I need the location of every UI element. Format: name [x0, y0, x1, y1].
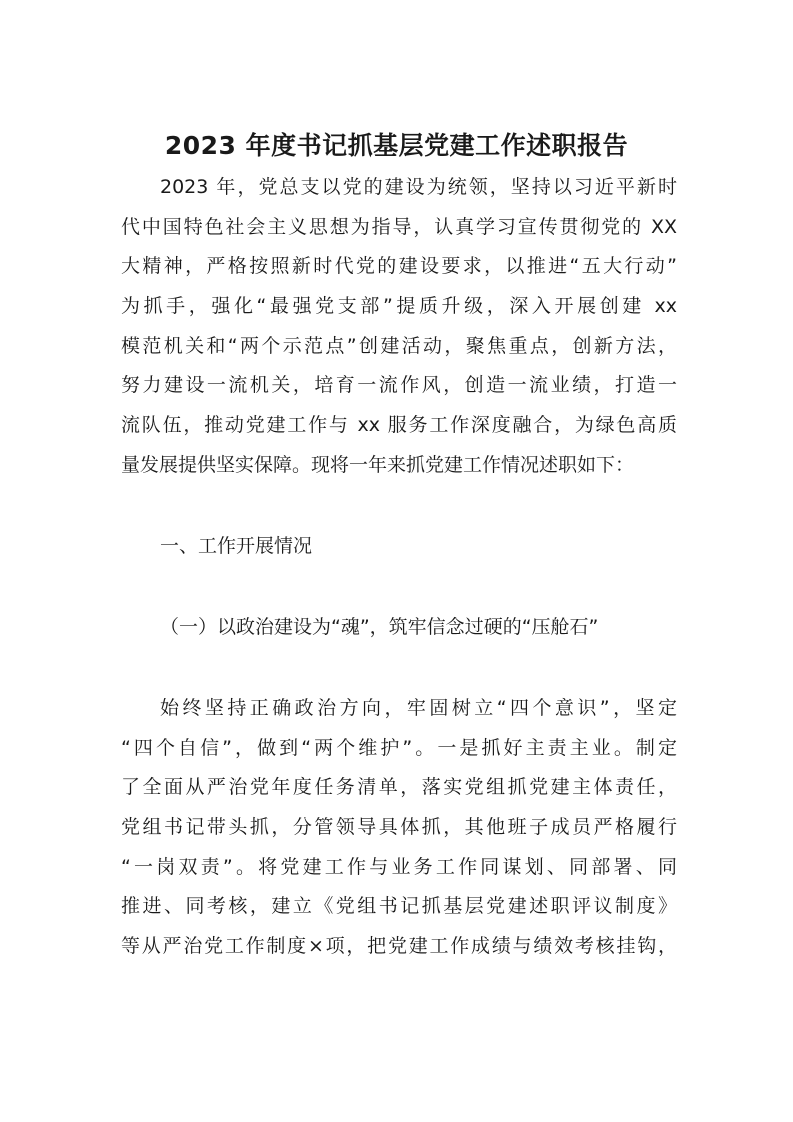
intro-line-6: 努力建设一流机关，培育一流作风，创造一流业绩，打造一: [121, 374, 677, 396]
document-title: 2023 年度书记抓基层党建工作述职报告: [164, 131, 629, 160]
intro-line-5: 模范机关和“两个示范点”创建活动，聚焦重点，创新方法，: [121, 335, 677, 357]
body-line-1: 始终坚持正确政治方向，牢固树立“四个意识”，坚定: [160, 697, 677, 719]
intro-line-2: 代中国特色社会主义思想为指导，认真学习宣传贯彻党的 XX: [121, 216, 677, 238]
subsection-heading: （一）以政治建设为“魂”，筑牢信念过硬的“压舱石”: [160, 616, 599, 638]
body-line-4: 党组书记带头抓，分管领导具体抓，其他班子成员严格履行: [121, 816, 677, 838]
intro-line-3: 大精神，严格按照新时代党的建设要求，以推进“五大行动”: [121, 255, 677, 277]
intro-line-1: 2023 年，党总支以党的建设为统领，坚持以习近平新时: [160, 176, 677, 198]
body-line-7: 等从严治党工作制度×项，把党建工作成绩与绩效考核挂钩，: [121, 935, 677, 957]
body-line-5: “一岗双责”。将党建工作与业务工作同谋划、同部署、同: [121, 856, 677, 878]
intro-line-4: 为抓手，强化“最强党支部”提质升级，深入开展创建 xx: [121, 295, 677, 317]
section-heading: 一、工作开展情况: [160, 535, 313, 557]
body-line-3: 了全面从严治党年度任务清单，落实党组抓党建主体责任，: [121, 776, 677, 798]
body-line-2: “四个自信”，做到“两个维护”。一是抓好主责主业。制定: [121, 737, 677, 759]
intro-line-7: 流队伍，推动党建工作与 xx 服务工作深度融合，为绿色高质: [121, 414, 677, 436]
body-line-6: 推进、同考核，建立《党组书记抓基层党建述职评议制度》: [121, 895, 677, 917]
intro-line-8: 量发展提供坚实保障。现将一年来抓党建工作情况述职如下：: [121, 454, 635, 476]
